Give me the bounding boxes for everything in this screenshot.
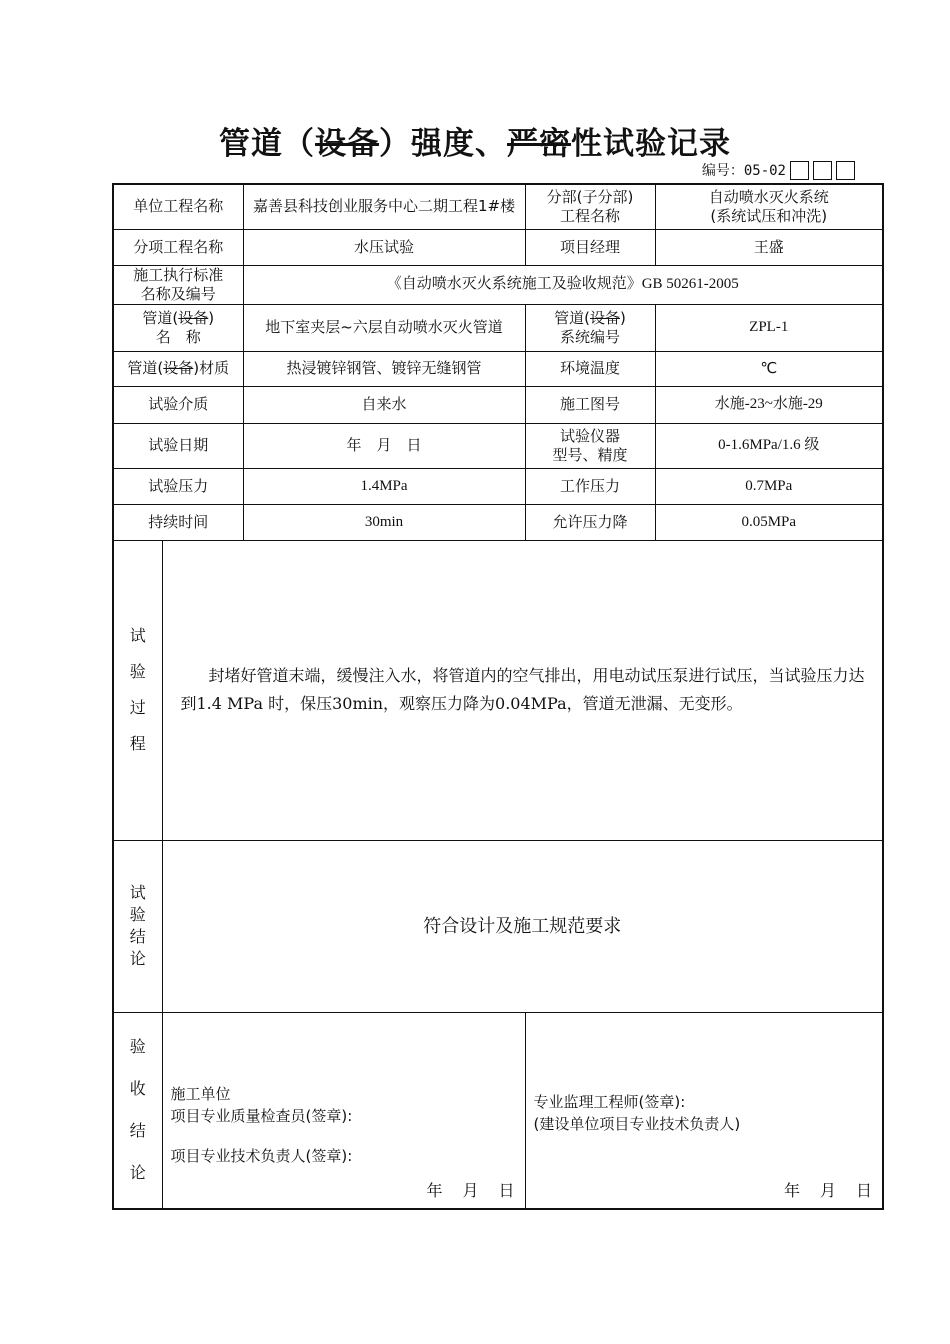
test-process-text: 封堵好管道末端，缓慢注入水，将管道内的空气排出，用电动试压泵进行试压，当试验压力达到1.4 MPa 时，保压30min，观察压力降为0.04MPa，管道无泄漏、无变形。 (162, 540, 883, 840)
test-conclusion-text: 符合设计及施工规范要求 (162, 840, 883, 1012)
label-system-number: 管道(设备) 系统编号 (525, 304, 655, 351)
value-instrument: 0-1.6MPa/1.6 级 (655, 423, 883, 468)
label-standard: 施工执行标准 名称及编号 (113, 265, 243, 304)
record-table (112, 183, 884, 1210)
label-instrument: 试验仪器 型号、精度 (525, 423, 655, 468)
label-sub-division: 分部(子分部) 工程名称 (525, 184, 655, 229)
label-test-process: 试 验 过 程 (113, 540, 162, 840)
row-duration (113, 504, 883, 540)
value-test-medium: 自来水 (243, 386, 525, 423)
value-material: 热浸镀锌钢管、镀锌无缝钢管 (243, 351, 525, 386)
row-unit-project (113, 184, 883, 229)
construction-unit-signoff (162, 1012, 525, 1209)
row-sub-item (113, 229, 883, 265)
value-allowed-drop: 0.05MPa (655, 504, 883, 540)
value-duration: 30min (243, 504, 525, 540)
value-unit-project: 嘉善县科技创业服务中心二期工程1#楼 (243, 184, 525, 229)
label-unit-project: 单位工程名称 (113, 184, 243, 229)
row-test-conclusion (113, 840, 883, 1012)
owner-tech-lead-label: (建设单位项目专业技术负责人) (533, 1114, 741, 1133)
supervisor-signature[interactable]: 专业监理工程师(签章): (533, 1092, 686, 1111)
supervisor-sign-date: 年 月 日 (784, 1181, 875, 1200)
label-drawing-number: 施工图号 (525, 386, 655, 423)
row-medium (113, 386, 883, 423)
label-sub-item: 分项工程名称 (113, 229, 243, 265)
row-pipe-name (113, 304, 883, 351)
label-material: 管道(设备)材质 (113, 351, 243, 386)
label-test-medium: 试验介质 (113, 386, 243, 423)
tech-lead-signature[interactable]: 项目专业技术负责人(签章): (170, 1146, 353, 1165)
value-standard: 《自动喷水灭火系统施工及验收规范》GB 50261-2005 (243, 265, 883, 304)
row-test-date (113, 423, 883, 468)
row-material (113, 351, 883, 386)
label-test-conclusion: 试 验 结 论 (113, 840, 162, 1012)
code-box-2 (813, 161, 832, 180)
row-standard (113, 265, 883, 304)
code-box-3 (836, 161, 855, 180)
label-test-date: 试验日期 (113, 423, 243, 468)
value-test-date: 年 月 日 (243, 423, 525, 468)
value-working-pressure: 0.7MPa (655, 468, 883, 504)
page-title: 管道（设备）强度、严密性试验记录 (219, 126, 731, 162)
label-allowed-drop: 允许压力降 (525, 504, 655, 540)
label-test-pressure: 试验压力 (113, 468, 243, 504)
value-sub-division: 自动喷水灭火系统 (系统试压和冲洗) (655, 184, 883, 229)
construction-unit-label: 施工单位 (170, 1084, 231, 1103)
value-project-manager: 王盛 (655, 229, 883, 265)
label-project-manager: 项目经理 (525, 229, 655, 265)
value-ambient-temp: ℃ (655, 351, 883, 386)
label-working-pressure: 工作压力 (525, 468, 655, 504)
row-acceptance (113, 1012, 883, 1209)
supervisor-signoff (525, 1012, 883, 1209)
value-test-pressure: 1.4MPa (243, 468, 525, 504)
code-box-1 (790, 161, 809, 180)
quality-inspector-signature[interactable]: 项目专业质量检查员(签章): (170, 1106, 353, 1125)
label-pipe-name: 管道(设备) 名 称 (113, 304, 243, 351)
label-ambient-temp: 环境温度 (525, 351, 655, 386)
form-code (702, 160, 855, 180)
label-acceptance: 验 收 结 论 (113, 1012, 162, 1209)
value-drawing-number: 水施-23~水施-29 (655, 386, 883, 423)
form-code-text: 编号：05-02 (701, 163, 786, 179)
value-system-number: ZPL-1 (655, 304, 883, 351)
construction-sign-date: 年 月 日 (426, 1181, 517, 1200)
row-test-pressure (113, 468, 883, 504)
row-test-process (113, 540, 883, 840)
value-pipe-name: 地下室夹层~六层自动喷水灭火管道 (243, 304, 525, 351)
value-sub-item: 水压试验 (243, 229, 525, 265)
label-duration: 持续时间 (113, 504, 243, 540)
